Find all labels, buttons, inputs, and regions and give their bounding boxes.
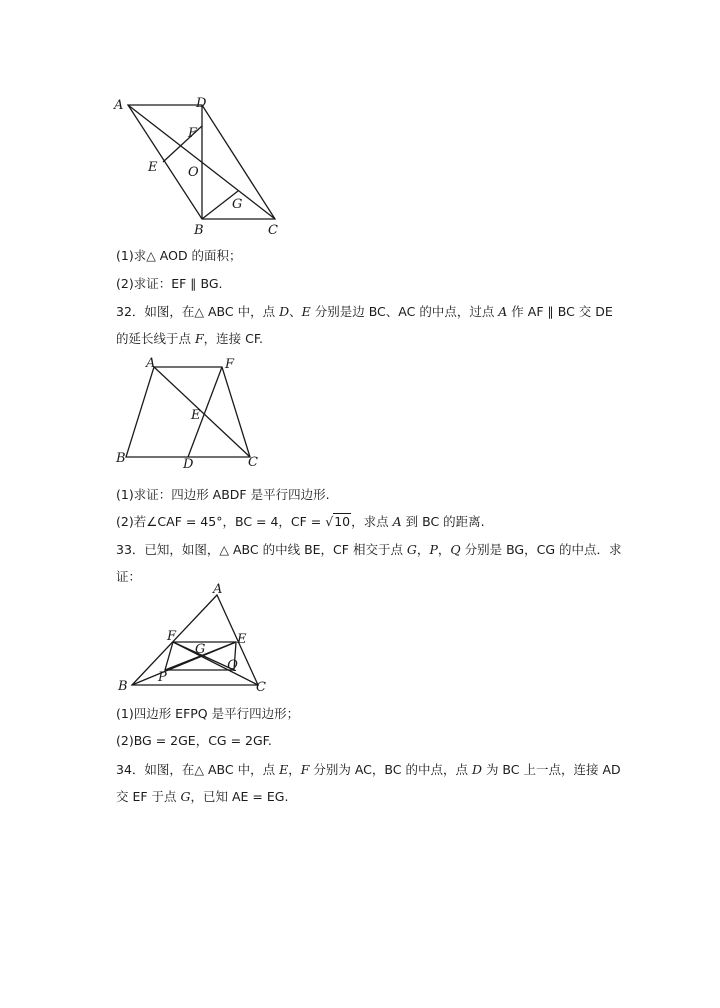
- label-a: A: [114, 98, 124, 113]
- q32-part2: [116, 514, 485, 530]
- q34-text-b: 分别为 AC，BC 的中点，点: [309, 762, 472, 777]
- label-f: F: [188, 126, 198, 141]
- q34-text-a: 34．如图，在△ ABC 中，点: [116, 762, 280, 777]
- q32-text-c: 作 AF ∥ BC 交 DE: [507, 304, 613, 319]
- sqrt-symbol: √: [325, 514, 334, 529]
- label-e: E: [148, 160, 158, 175]
- q32-text-a: 32．如图，在△ ABC 中，点: [116, 304, 280, 319]
- q32-point-d: D: [279, 304, 290, 319]
- q34-point-d: D: [471, 762, 482, 777]
- label-c: C: [256, 680, 266, 695]
- q34-line2: [116, 789, 288, 805]
- q34-point-g: G: [180, 789, 191, 804]
- label-a: A: [213, 582, 223, 597]
- label-d: D: [196, 96, 207, 111]
- q33-line1: [116, 542, 622, 558]
- q32-text-b: 分别是边 BC、AC 的中点，过点: [310, 304, 499, 319]
- label-g: G: [232, 197, 243, 212]
- q32-text-e: ，连接 CF.: [203, 331, 264, 346]
- q33-sep1: ，: [416, 542, 430, 557]
- q33-point-q: Q: [450, 542, 461, 557]
- q34-sep: ，: [288, 762, 301, 777]
- q32-text-d: 的延长线于点: [116, 331, 195, 346]
- q31-part1: (1)求△ AOD 的面积；: [116, 248, 242, 263]
- q32-line1: [116, 304, 613, 320]
- label-b: B: [194, 223, 204, 238]
- label-b: B: [116, 451, 126, 466]
- q32-part1: (1)求证：四边形 ABDF 是平行四边形.: [116, 487, 330, 502]
- label-c: C: [248, 455, 258, 470]
- label-b: B: [118, 679, 128, 694]
- q31-part2: (2)求证：EF ∥ BG.: [116, 276, 223, 291]
- q33-point-p: P: [429, 542, 438, 557]
- label-e: E: [191, 408, 201, 423]
- label-o: O: [188, 165, 199, 180]
- q32-point-f: F: [194, 331, 204, 346]
- q32-line2: [116, 331, 263, 347]
- q34-line1: [116, 762, 621, 778]
- sqrt-expression: [325, 514, 351, 530]
- q33-point-g: G: [406, 542, 417, 557]
- q34-text-d: 交 EF 于点: [116, 789, 181, 804]
- label-g: G: [195, 642, 206, 657]
- figure-triangle-medians: [110, 582, 270, 695]
- q33-sep2: ，: [437, 542, 451, 557]
- q34-point-e: E: [279, 762, 289, 777]
- q32-point-e: E: [301, 304, 311, 319]
- q33-text-a: 33．已知，如图，△ ABC 的中线 BE，CF 相交于点: [116, 542, 407, 557]
- label-f: F: [225, 357, 235, 372]
- q33-text-b: 分别是 BG，CG 的中点．求: [460, 542, 622, 557]
- q32-sep: 、: [289, 304, 302, 319]
- q33-part2: (2)BG = 2GE，CG = 2GF.: [116, 733, 272, 748]
- label-a: A: [146, 356, 156, 371]
- q32-part2-text-c: 到 BC 的距离.: [401, 514, 485, 529]
- q32-part2-text-a: (2)若∠CAF = 45°，BC = 4，CF =: [116, 514, 326, 529]
- quadrilateral-outline: [126, 367, 250, 457]
- label-e: E: [237, 632, 247, 647]
- q33-line2: 证：: [116, 569, 142, 584]
- figure-parallelogram-abcd: [110, 95, 290, 240]
- q34-text-c: 为 BC 上一点，连接 AD: [481, 762, 621, 777]
- label-p: P: [158, 670, 167, 685]
- label-d: D: [183, 457, 194, 472]
- q33-part1: (1)四边形 EFPQ 是平行四边形；: [116, 706, 300, 721]
- q32-point-a: A: [498, 304, 508, 319]
- label-f: F: [167, 629, 177, 644]
- q32-part2-point-a: A: [392, 514, 402, 529]
- q34-point-f: F: [300, 762, 310, 777]
- sqrt-radicand: 10: [334, 514, 351, 529]
- q32-part2-text-b: ，求点: [351, 514, 393, 529]
- label-c: C: [268, 223, 278, 238]
- label-q: Q: [227, 658, 238, 673]
- q34-text-e: ，已知 AE = EG.: [190, 789, 289, 804]
- figure-quadrilateral-abdf: [110, 355, 270, 475]
